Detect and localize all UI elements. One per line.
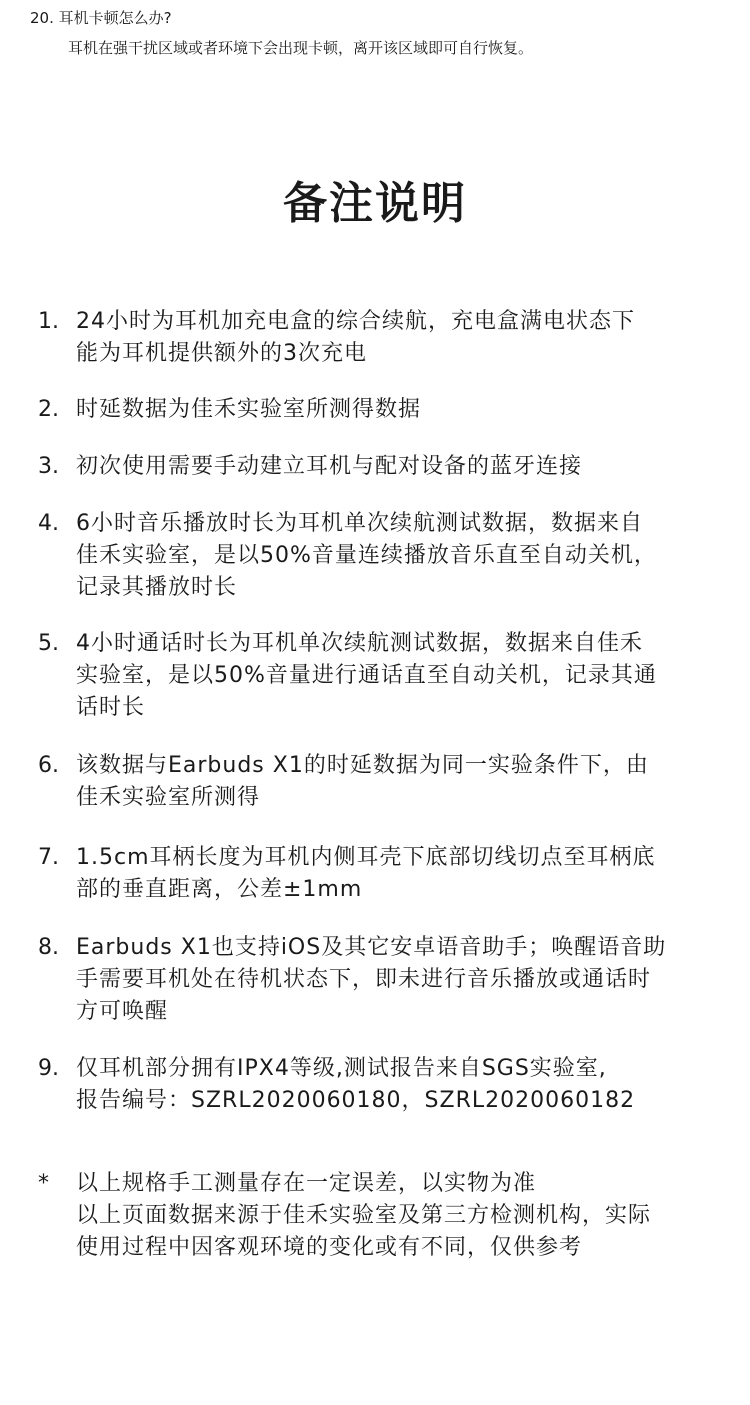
- note-number: 9.: [38, 1056, 59, 1081]
- note-text: [76, 628, 726, 724]
- note-line: 记录其播放时长: [76, 575, 238, 600]
- note-text: [76, 932, 726, 1028]
- note-text: [76, 1053, 726, 1117]
- note-number: 2.: [38, 397, 59, 422]
- note-line: 仅耳机部分拥有IPX4等级,测试报告来自SGS实验室,: [76, 1056, 607, 1081]
- note-line: 使用过程中因客观环境的变化或有不同，仅供参考: [76, 1235, 583, 1260]
- note-line: 手需要耳机处在待机状态下，即未进行音乐播放或通话时: [76, 967, 652, 992]
- note-text: [76, 306, 726, 370]
- asterisk-marker: *: [38, 1171, 49, 1196]
- note-line: 4小时通话时长为耳机单次续航测试数据，数据来自佳禾: [76, 631, 643, 656]
- note-line: 6小时音乐播放时长为耳机单次续航测试数据，数据来自: [76, 511, 643, 536]
- section-title: 备注说明: [283, 178, 467, 229]
- note-number: 6.: [38, 753, 59, 778]
- note-line: 以上规格手工测量存在一定误差，以实物为准: [76, 1171, 537, 1196]
- note-line: 方可唤醒: [76, 999, 169, 1024]
- note-number: 7.: [38, 845, 59, 870]
- note-line: 以上页面数据来源于佳禾实验室及第三方检测机构，实际: [76, 1203, 652, 1228]
- note-number: 5.: [38, 631, 59, 656]
- note-number: 3.: [38, 454, 59, 479]
- note-text: [76, 394, 726, 426]
- note-line: 部的垂直距离，公差±1mm: [76, 877, 363, 902]
- note-number: 8.: [38, 935, 59, 960]
- faq-answer: 耳机在强干扰区域或者环境下会出现卡顿，离开该区域即可自行恢复。: [68, 39, 534, 57]
- note-line: 时延数据为佳禾实验室所测得数据: [76, 397, 422, 422]
- note-number: 4.: [38, 511, 59, 536]
- note-line: 话时长: [76, 695, 146, 720]
- note-text: [76, 451, 726, 483]
- note-line: 实验室，是以50%音量进行通话直至自动关机，记录其通: [76, 663, 657, 688]
- note-text: [76, 508, 726, 604]
- note-line: 24小时为耳机加充电盒的综合续航，充电盒满电状态下: [76, 309, 635, 334]
- note-number: 1.: [38, 309, 59, 334]
- note-line: 该数据与Earbuds X1的时延数据为同一实验条件下，由: [76, 753, 649, 778]
- note-line: 佳禾实验室，是以50%音量连续播放音乐直至自动关机，: [76, 543, 657, 568]
- faq-question: 20. 耳机卡顿怎么办?: [30, 9, 172, 27]
- note-text: [76, 842, 726, 906]
- note-line: Earbuds X1也支持iOS及其它安卓语音助手；唤醒语音助: [76, 935, 667, 960]
- note-line: 1.5cm耳柄长度为耳机内侧耳壳下底部切线切点至耳柄底: [76, 845, 656, 870]
- note-line: 能为耳机提供额外的3次充电: [76, 341, 367, 366]
- note-text: [76, 1168, 726, 1264]
- note-line: 初次使用需要手动建立耳机与配对设备的蓝牙连接: [76, 454, 583, 479]
- note-line: 报告编号：SZRL2020060180，SZRL2020060182: [76, 1088, 636, 1113]
- note-text: [76, 750, 726, 814]
- note-line: 佳禾实验室所测得: [76, 785, 261, 810]
